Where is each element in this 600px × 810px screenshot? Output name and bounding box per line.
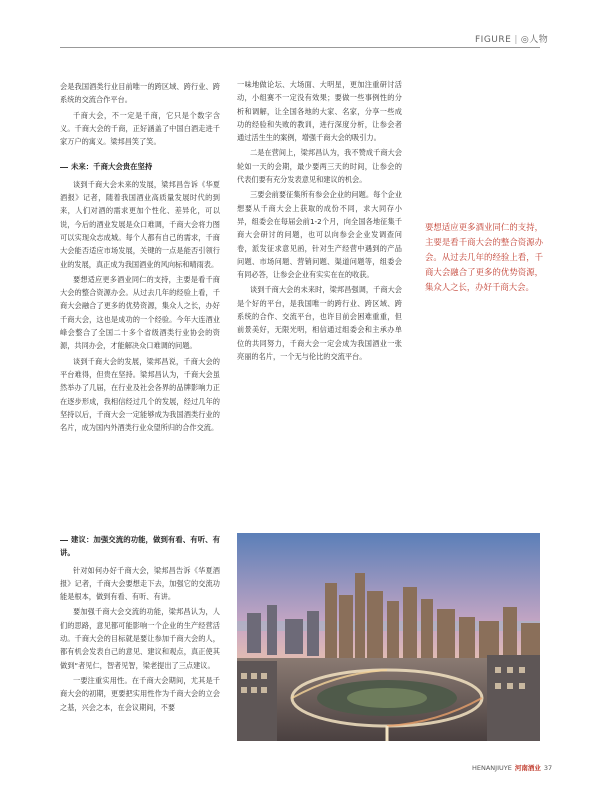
paragraph: 针对如何办好千商大会，梁邦昌告诉《华夏酒报》记者，千商大会要想走下去，加强它的交流功能是根本，做到有看、有听、有讲。 (60, 565, 220, 602)
city-skyline-image (237, 533, 540, 741)
page-number: 37 (543, 764, 553, 772)
text-column-middle (237, 78, 402, 365)
subhead-text: 未来：千商大会贵在坚持 (71, 162, 153, 172)
paragraph: 二是在营间上，梁邦昌认为，我不赞成千商大会轮如一天的会期，最少要两三天的时间，让参会的代表们要有充分发表意见和建议的机会。 (237, 148, 402, 185)
paragraph: 千商大会，不一定是千商，它只是个数字含义。千商大会的千商，正好涵盖了中国白酒走进千家万户的寓义。梁邦昌笑了笑。 (60, 110, 220, 147)
section-subhead (60, 533, 220, 560)
paragraph: 一要注重实用性。在千商大会期间，尤其是千商大会的初期，更要把实用性作为千商大会的立会之基，兴会之本，在会议期间，不要 (60, 675, 220, 712)
subhead-dash (60, 540, 68, 541)
category-label: ◎人物 (520, 35, 549, 45)
section-subhead (60, 160, 220, 173)
text-column-left-top (60, 80, 220, 436)
brand-logo-text: 河南酒业 (514, 764, 541, 772)
paragraph: 会是我国酒类行业目前唯一的跨区域、跨行业、跨系统的交流合作平台。 (60, 82, 220, 105)
paragraph: 三要会前要征集所有参会企业的问题。每个企业想要从千商大会上获取的成份不同，求大同存小异，组委会在每届会前1-2个月，向全国各地征集千商大会研讨的问题，也可以向参会企业发调查问卷，派发征求意见函，针对生产经营中遇到的产品问题、市场问题、营销问题、渠道问题等，组委会有同必答，让参会企业有实实在在的收获。 (237, 190, 402, 280)
paragraph: 要加强千商大会交流的功能，梁邦昌认为，人们的思路，意见都可能影响一个企业的生产经营活动。千商大会的目标就是要让参加千商大会的人，都有机会发表自己的意见、建议和观点，真正使其做到“者见仁，智者见智，梁老提出了三点建议。 (60, 607, 220, 670)
header-divider: | (514, 35, 518, 45)
publication-name: HENANJIUYE (472, 764, 512, 772)
paragraph: 谈到千商大会未来的发展，梁邦昌告诉《华夏酒报》记者，随着我国酒业高质量发展时代的到来，人们对酒的需求更加个性化、差异化，可以说，今后的酒业发展是众口难调，千商大会将力图可以实现众志成城。每个人都有自己的需求，千商大会能否适应市场发展，关键的一点是能否引领行业的发展，真正成为我国酒业的风向标和晴雨表。 (60, 179, 220, 269)
paragraph: 要想适应更多酒业同仁的支持，主要是看千商大会的整合资源办会。从过去几年的经验上看，千商大会融合了更多的优势资源，集众人之长，办好千商大会，这也是成功的一个经验。今年大连酒业峰会整合了全国二十多个省级酒类行业协会的资源，共同办会，才能解决众口难调的问题。 (60, 274, 220, 351)
paragraph: 一味地做论坛、大场面、大明星，更加注重研讨活动，小组赛不一定没有效果；要做一些事例性的分析和调解，让全国各地的大家、名家，分享一些成功的经验和失败的教训，进行深度分析，让参会者通过活生生的案例，增强千商大会的吸引力。 (237, 80, 402, 143)
page-footer (472, 763, 552, 772)
subhead-dash (60, 167, 68, 168)
subhead-text: 建议：加强交流的功能，做到有看、有听、有讲。 (60, 535, 220, 558)
section-label: FIGURE (475, 35, 512, 45)
pull-quote: 要想适应更多酒业同仁的支持，主要是看千商大会的整合资源办会。从过去几年的经验上看，千商大会融合了更多的优势资源，集众人之长，办好千商大会。 (425, 222, 543, 292)
header-rule (60, 47, 540, 48)
text-column-left-bottom (60, 533, 220, 716)
paragraph: 谈到千商大会的未来时，梁邦昌强调，千商大会是个好的平台，是我国唯一的跨行业、跨区域、跨系统的合作、交流平台，也许目前会困难重重，但前景美好，无限光明，相信通过组委会和主承办单位的共同努力，千商大会一定会成为我国酒业一张亮丽的名片，一个无与伦比的交流平台。 (237, 285, 402, 361)
city-photo (237, 533, 540, 741)
paragraph: 谈到千商大会的发展，梁邦昌说，千商大会的平台难得，但贵在坚持。梁邦昌认为，千商大会虽然举办了几届，在行业及社会各界的品牌影响力正在逐步形成，我相信经过几个的发展，经过几年的坚持以后，千商大会一定能够成为我国酒类行业的名片，成为国内外酒类行业众望所归的合作交流。 (60, 356, 220, 433)
page-header (475, 32, 548, 45)
